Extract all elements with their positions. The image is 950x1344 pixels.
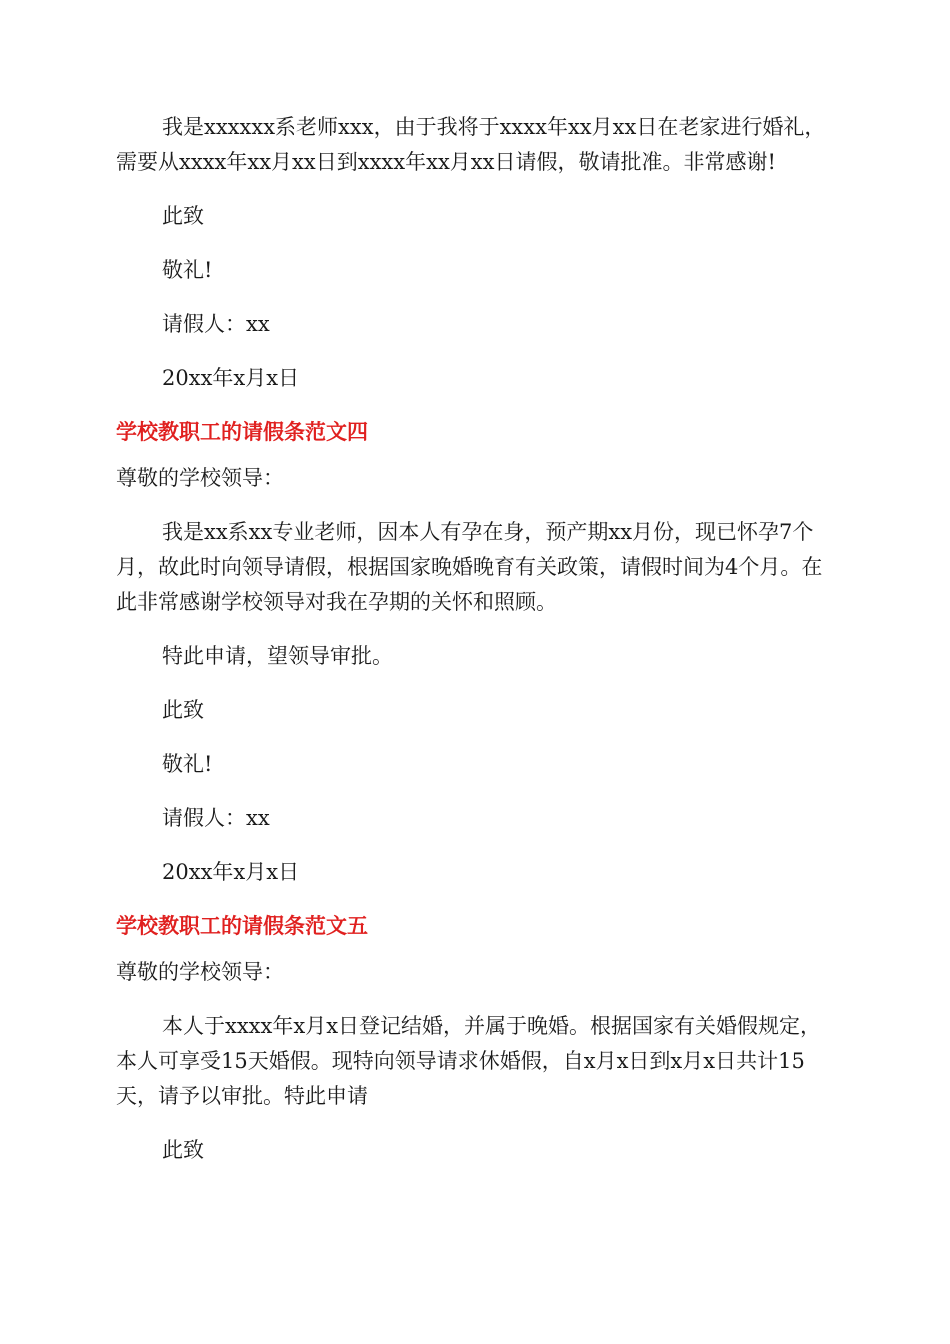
section3-closing-2: 敬礼!	[162, 258, 213, 282]
section5-salutation: 尊敬的学校领导：	[116, 960, 284, 984]
section5-heading: 学校教职工的请假条范文五	[116, 914, 368, 938]
section4-date: 20xx年x月x日	[162, 860, 300, 884]
section3-body: 我是xxxxxx系老师xxx，由于我将于xxxx年xx月xx日在老家进行婚礼，需要从xxxx年xx月xx日到xxxx年xx月xx日请假，敬请批准。非常感谢!	[116, 115, 826, 174]
section4-body: 我是xx系xx专业老师，因本人有孕在身，预产期xx月份，现已怀孕7个月，故此时向领导请假，根据国家晚婚晚育有关政策，请假时间为4个月。在此非常感谢学校领导对我在孕期的关怀和照顾。	[116, 520, 823, 614]
section4-signer: 请假人：xx	[162, 806, 270, 830]
section3-closing-1: 此致	[162, 204, 204, 228]
document-content	[116, 110, 832, 1187]
section4-request: 特此申请，望领导审批。	[162, 644, 393, 668]
section4-closing-2: 敬礼!	[162, 752, 213, 776]
section4-closing-1: 此致	[162, 698, 204, 722]
section3-date: 20xx年x月x日	[162, 366, 300, 390]
section5-body: 本人于xxxx年x月x日登记结婚，并属于晚婚。根据国家有关婚假规定，本人可享受15天婚假。现特向领导请求休婚假，自x月x日到x月x日共计15天，请予以审批。特此申请	[116, 1014, 822, 1108]
section5-closing-1: 此致	[162, 1138, 204, 1162]
section3-signer: 请假人：xx	[162, 312, 270, 336]
section4-heading: 学校教职工的请假条范文四	[116, 420, 368, 444]
section4-salutation: 尊敬的学校领导：	[116, 466, 284, 490]
